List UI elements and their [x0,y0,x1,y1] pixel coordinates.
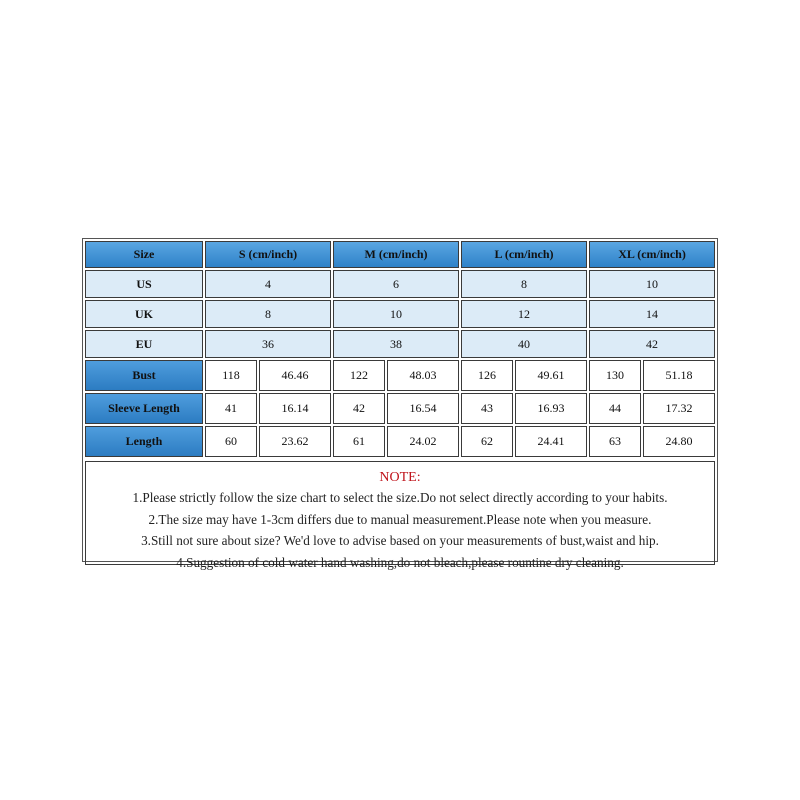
bust-l-inch: 49.61 [515,360,587,391]
bust-xl-inch: 51.18 [643,360,715,391]
note-line-4: 4.Suggestion of cold water hand washing,do not bleach,please rountine dry cleaning. [176,554,624,570]
header-size-l: L (cm/inch) [461,241,587,268]
eu-size-m: 38 [333,330,459,358]
length-l-cm: 62 [461,426,513,457]
eu-size-s: 36 [205,330,331,358]
measure-row-bust [85,360,715,391]
length-m-cm: 61 [333,426,385,457]
note-line-3: 3.Still not sure about size? We'd love to advise based on your measurements of bust,waist and hip. [141,533,659,548]
length-s-inch: 23.62 [259,426,331,457]
bust-l-cm: 126 [461,360,513,391]
measure-row-sleeve-length [85,393,715,424]
size-row-us [85,270,715,298]
row-label-length: Length [85,426,203,457]
bust-m-cm: 122 [333,360,385,391]
length-s-cm: 60 [205,426,257,457]
uk-size-m: 10 [333,300,459,328]
bust-m-inch: 48.03 [387,360,459,391]
eu-size-l: 40 [461,330,587,358]
length-m-inch: 24.02 [387,426,459,457]
size-table [83,239,717,459]
uk-size-l: 12 [461,300,587,328]
length-l-inch: 24.41 [515,426,587,457]
sleeve-m-inch: 16.54 [387,393,459,424]
sleeve-m-cm: 42 [333,393,385,424]
size-row-eu [85,330,715,358]
size-chart [82,238,718,570]
header-size-m: M (cm/inch) [333,241,459,268]
sleeve-l-inch: 16.93 [515,393,587,424]
bust-s-cm: 118 [205,360,257,391]
note-line-2: 2.The size may have 1-3cm differs due to manual measurement.Please note when you measure. [148,511,652,527]
sleeve-s-inch: 16.14 [259,393,331,424]
sleeve-l-cm: 43 [461,393,513,424]
size-row-uk [85,300,715,328]
uk-size-s: 8 [205,300,331,328]
row-label-bust: Bust [85,360,203,391]
header-size-s: S (cm/inch) [205,241,331,268]
notes-title: NOTE: [379,470,421,485]
us-size-xl: 10 [589,270,715,298]
sleeve-s-cm: 41 [205,393,257,424]
row-label-us: US [85,270,203,298]
row-label-uk: UK [85,300,203,328]
length-xl-inch: 24.80 [643,426,715,457]
bust-xl-cm: 130 [589,360,641,391]
eu-size-xl: 42 [589,330,715,358]
measure-row-length [85,426,715,457]
row-label-sleeve-length: Sleeve Length [85,393,203,424]
us-size-m: 6 [333,270,459,298]
length-xl-cm: 63 [589,426,641,457]
note-line-1: 1.Please strictly follow the size chart to select the size.Do not select directly according to your habits. [132,490,668,505]
header-size-xl: XL (cm/inch) [589,241,715,268]
sleeve-xl-inch: 17.32 [643,393,715,424]
row-label-eu: EU [85,330,203,358]
us-size-l: 8 [461,270,587,298]
bust-s-inch: 46.46 [259,360,331,391]
header-size-cell: Size [85,241,203,268]
header-row [85,241,715,268]
sleeve-xl-cm: 44 [589,393,641,424]
us-size-s: 4 [205,270,331,298]
uk-size-xl: 14 [589,300,715,328]
notes-box [85,461,715,570]
